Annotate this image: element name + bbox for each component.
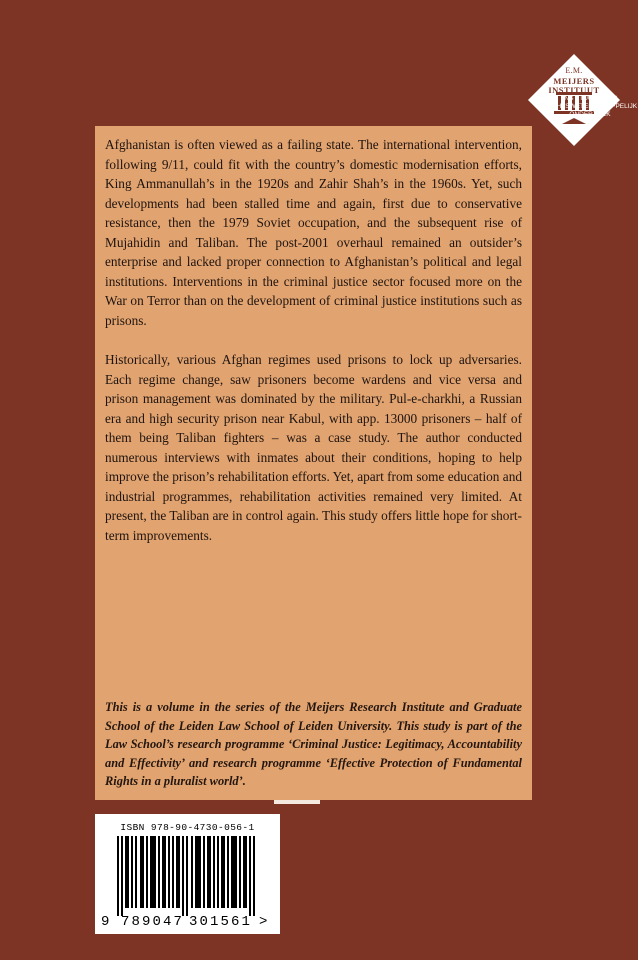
logo-subtitle (542, 95, 638, 119)
isbn-group-1: 789047 (121, 914, 185, 930)
blurb-panel (95, 126, 532, 800)
logo-subtitle-line: RECHTSWETENSCHAPPELIJK (542, 103, 638, 110)
panel-tab-divider (274, 800, 320, 804)
isbn-lead-digit: 9 (101, 914, 112, 930)
logo-subtitle-line: ONDERZOEK (569, 111, 611, 118)
blurb-paragraph-1: Afghanistan is often viewed as a failing state. The international intervention, following 9/11, could fit with the country’s domestic modernisation efforts, King Ammanullah’s in the 1920s and Zahir Shah’s in the 1960s. Yet, such developments had been stalled time and again, first due to conservative resistance, then the 1979 Soviet occupation, and the subsequent rise of Mujahidin and Taliban. The post-2001 overhaul remained an outsider’s enterprise and lacked proper connection to Afghanistan’s political and legal institutions. Interventions in the criminal justice sector focused more on the War on Terror than on the development of criminal justice institutions such as prisons. (105, 137, 522, 328)
barcode-bars (109, 836, 267, 916)
blurb-paragraph-2: Historically, various Afghan regimes used prisons to lock up adversaries. Each regime change, saw prisoners become wardens and vice versa and prison management was dominated by the military. Pul-e-charkhi, a Russian era and high security prison near Kabul, with app. 13000 prisoners – half of them being Taliban fighters – was a case study. The author conducted numerous interviews with inmates about their conditions, hoping to help improve the prison’s rehabilitation efforts. Yet, apart from some education and industrial programmes, rehabilitation activities remained very limited. At present, the Taliban are in control again. This study offers little hope for short-term improvements. (105, 352, 522, 543)
logo-name: MEIJERS (553, 76, 595, 86)
series-note: This is a volume in the series of the Meijers Research Institute and Graduate School of the Leiden Law School of Leiden University. This study is part of the Law School’s research programme ‘Criminal Justice: Legitimacy, Accountability and Effectivity’ and research programme ‘Effective Protection of Fundamental Rights in a pluralist world’. (105, 700, 522, 788)
logo-subtitle-line: INSTITUUT VOOR (562, 95, 618, 102)
logo-institute: INSTITUUT (548, 85, 600, 95)
isbn-label: ISBN 978-90-4730-056-1 (120, 822, 255, 833)
isbn-trail: > (259, 914, 270, 930)
blurb-text (105, 135, 522, 565)
isbn-group-2: 301561 (189, 914, 253, 930)
isbn-barcode (95, 814, 280, 934)
logo-initials: E.M. (565, 66, 583, 75)
